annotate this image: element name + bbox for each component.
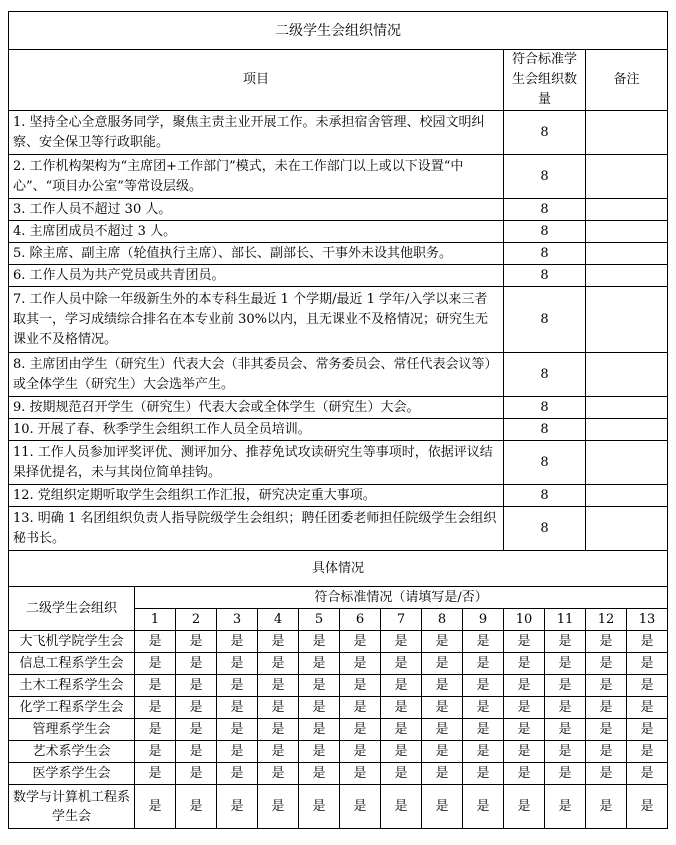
org-criteria-value: 是 bbox=[217, 653, 258, 675]
org-criteria-value: 是 bbox=[586, 763, 627, 785]
criteria-text: 4. 主席团成员不超过 3 人。 bbox=[9, 221, 504, 243]
criteria-text: 6. 工作人员为共产党员或共青团员。 bbox=[9, 265, 504, 287]
org-criteria-value: 是 bbox=[176, 631, 217, 653]
org-header: 二级学生会组织 bbox=[9, 587, 135, 631]
org-criteria-value: 是 bbox=[340, 763, 381, 785]
criteria-count: 8 bbox=[504, 485, 586, 507]
org-criteria-value: 是 bbox=[463, 741, 504, 763]
criteria-column-number: 3 bbox=[217, 609, 258, 631]
org-criteria-value: 是 bbox=[258, 719, 299, 741]
criteria-text: 7. 工作人员中除一年级新生外的本专科生最近 1 个学期/最近 1 学年/入学以来三者取其一，学习成绩综合排名在本专业前 30%以内，且无课业不及格情况；研究生无课业不及格情况。 bbox=[9, 287, 504, 353]
criteria-row bbox=[9, 243, 668, 265]
org-criteria-value: 是 bbox=[217, 719, 258, 741]
org-name: 医学系学生会 bbox=[9, 763, 135, 785]
org-criteria-value: 是 bbox=[627, 763, 668, 785]
org-criteria-value: 是 bbox=[135, 697, 176, 719]
criteria-remark bbox=[586, 397, 668, 419]
org-name: 大飞机学院学生会 bbox=[9, 631, 135, 653]
criteria-column-number: 11 bbox=[545, 609, 586, 631]
org-criteria-value: 是 bbox=[258, 653, 299, 675]
criteria-row bbox=[9, 441, 668, 485]
criteria-row bbox=[9, 507, 668, 551]
org-criteria-value: 是 bbox=[504, 763, 545, 785]
org-criteria-value: 是 bbox=[299, 763, 340, 785]
org-criteria-value: 是 bbox=[545, 763, 586, 785]
org-criteria-value: 是 bbox=[463, 697, 504, 719]
criteria-row bbox=[9, 287, 668, 353]
org-criteria-value: 是 bbox=[258, 741, 299, 763]
org-criteria-value: 是 bbox=[627, 653, 668, 675]
criteria-text: 10. 开展了春、秋季学生会组织工作人员全员培训。 bbox=[9, 419, 504, 441]
org-row bbox=[9, 785, 668, 829]
criteria-text: 11. 工作人员参加评奖评优、测评加分、推荐免试攻读研究生等事项时，依据评议结果择优提名，未与其岗位简单挂钩。 bbox=[9, 441, 504, 485]
criteria-count: 8 bbox=[504, 243, 586, 265]
org-criteria-value: 是 bbox=[340, 697, 381, 719]
org-criteria-value: 是 bbox=[586, 785, 627, 829]
criteria-column-number: 12 bbox=[586, 609, 627, 631]
criteria-count: 8 bbox=[504, 507, 586, 551]
org-criteria-value: 是 bbox=[258, 785, 299, 829]
org-criteria-value: 是 bbox=[463, 719, 504, 741]
org-criteria-value: 是 bbox=[381, 741, 422, 763]
org-criteria-value: 是 bbox=[381, 719, 422, 741]
header-item: 项目 bbox=[9, 50, 504, 111]
org-criteria-value: 是 bbox=[586, 741, 627, 763]
criteria-text: 13. 明确 1 名团组织负责人指导院级学生会组织；聘任团委老师担任院级学生会组织秘书长。 bbox=[9, 507, 504, 551]
org-criteria-value: 是 bbox=[381, 763, 422, 785]
org-criteria-value: 是 bbox=[627, 719, 668, 741]
header-remark: 备注 bbox=[586, 50, 668, 111]
criteria-count: 8 bbox=[504, 353, 586, 397]
org-criteria-value: 是 bbox=[176, 763, 217, 785]
org-criteria-value: 是 bbox=[504, 697, 545, 719]
criteria-remark bbox=[586, 507, 668, 551]
org-criteria-value: 是 bbox=[176, 719, 217, 741]
criteria-count: 8 bbox=[504, 287, 586, 353]
org-criteria-value: 是 bbox=[258, 675, 299, 697]
org-row bbox=[9, 741, 668, 763]
org-criteria-value: 是 bbox=[504, 653, 545, 675]
criteria-column-number: 2 bbox=[176, 609, 217, 631]
criteria-row bbox=[9, 155, 668, 199]
org-table bbox=[8, 11, 668, 829]
org-criteria-value: 是 bbox=[299, 631, 340, 653]
org-criteria-value: 是 bbox=[586, 697, 627, 719]
org-name: 管理系学生会 bbox=[9, 719, 135, 741]
org-row bbox=[9, 653, 668, 675]
org-criteria-value: 是 bbox=[422, 741, 463, 763]
org-criteria-value: 是 bbox=[135, 675, 176, 697]
criteria-count: 8 bbox=[504, 111, 586, 155]
org-criteria-value: 是 bbox=[381, 785, 422, 829]
org-criteria-value: 是 bbox=[545, 675, 586, 697]
criteria-text: 2. 工作机构架构为“主席团+工作部门”模式，未在工作部门以上或以下设置“中心”、“项目办公室”等常设层级。 bbox=[9, 155, 504, 199]
org-criteria-value: 是 bbox=[422, 719, 463, 741]
criteria-remark bbox=[586, 353, 668, 397]
criteria-count: 8 bbox=[504, 265, 586, 287]
org-criteria-value: 是 bbox=[299, 697, 340, 719]
org-criteria-value: 是 bbox=[422, 631, 463, 653]
org-criteria-value: 是 bbox=[586, 719, 627, 741]
org-criteria-value: 是 bbox=[545, 631, 586, 653]
criteria-remark bbox=[586, 199, 668, 221]
org-criteria-value: 是 bbox=[545, 653, 586, 675]
criteria-column-number: 4 bbox=[258, 609, 299, 631]
criteria-remark bbox=[586, 419, 668, 441]
org-criteria-value: 是 bbox=[586, 653, 627, 675]
org-name: 数学与计算机工程系学生会 bbox=[9, 785, 135, 829]
criteria-count: 8 bbox=[504, 419, 586, 441]
org-criteria-value: 是 bbox=[135, 763, 176, 785]
org-criteria-value: 是 bbox=[627, 697, 668, 719]
org-criteria-value: 是 bbox=[135, 653, 176, 675]
org-criteria-value: 是 bbox=[217, 697, 258, 719]
org-criteria-value: 是 bbox=[176, 675, 217, 697]
criteria-remark bbox=[586, 221, 668, 243]
criteria-remark bbox=[586, 265, 668, 287]
criteria-row bbox=[9, 199, 668, 221]
criteria-row bbox=[9, 221, 668, 243]
criteria-remark bbox=[586, 441, 668, 485]
criteria-row bbox=[9, 265, 668, 287]
org-criteria-value: 是 bbox=[545, 741, 586, 763]
org-criteria-value: 是 bbox=[176, 653, 217, 675]
org-row bbox=[9, 697, 668, 719]
org-criteria-value: 是 bbox=[586, 675, 627, 697]
criteria-column-number: 13 bbox=[627, 609, 668, 631]
org-criteria-value: 是 bbox=[422, 653, 463, 675]
criteria-text: 9. 按期规范召开学生（研究生）代表大会或全体学生（研究生）大会。 bbox=[9, 397, 504, 419]
org-criteria-value: 是 bbox=[504, 631, 545, 653]
org-criteria-value: 是 bbox=[504, 785, 545, 829]
org-criteria-value: 是 bbox=[135, 719, 176, 741]
org-criteria-value: 是 bbox=[340, 675, 381, 697]
org-name: 土木工程系学生会 bbox=[9, 675, 135, 697]
criteria-text: 1. 坚持全心全意服务同学，聚焦主责主业开展工作。未承担宿舍管理、校园文明纠察、安全保卫等行政职能。 bbox=[9, 111, 504, 155]
org-criteria-value: 是 bbox=[176, 697, 217, 719]
criteria-header: 符合标准情况（请填写是/否） bbox=[135, 587, 668, 609]
org-criteria-value: 是 bbox=[627, 631, 668, 653]
criteria-text: 12. 党组织定期听取学生会组织工作汇报，研究决定重大事项。 bbox=[9, 485, 504, 507]
criteria-text: 8. 主席团由学生（研究生）代表大会（非其委员会、常务委员会、常任代表会议等）或全体学生（研究生）大会选举产生。 bbox=[9, 353, 504, 397]
criteria-column-number: 5 bbox=[299, 609, 340, 631]
org-criteria-value: 是 bbox=[299, 785, 340, 829]
org-criteria-value: 是 bbox=[135, 741, 176, 763]
header-count: 符合标准学生会组织数量 bbox=[504, 50, 586, 111]
org-criteria-value: 是 bbox=[258, 763, 299, 785]
org-criteria-value: 是 bbox=[176, 785, 217, 829]
org-criteria-value: 是 bbox=[463, 653, 504, 675]
org-row bbox=[9, 631, 668, 653]
criteria-column-number: 9 bbox=[463, 609, 504, 631]
org-row bbox=[9, 675, 668, 697]
criteria-count: 8 bbox=[504, 221, 586, 243]
org-criteria-value: 是 bbox=[176, 741, 217, 763]
org-criteria-value: 是 bbox=[381, 675, 422, 697]
org-criteria-value: 是 bbox=[463, 675, 504, 697]
org-criteria-value: 是 bbox=[545, 785, 586, 829]
org-criteria-value: 是 bbox=[504, 675, 545, 697]
criteria-column-number: 8 bbox=[422, 609, 463, 631]
criteria-column-number: 1 bbox=[135, 609, 176, 631]
org-criteria-value: 是 bbox=[381, 631, 422, 653]
org-name: 化学工程系学生会 bbox=[9, 697, 135, 719]
detail-title: 具体情况 bbox=[9, 551, 668, 587]
org-criteria-value: 是 bbox=[463, 785, 504, 829]
org-criteria-value: 是 bbox=[340, 631, 381, 653]
org-name: 艺术系学生会 bbox=[9, 741, 135, 763]
org-criteria-value: 是 bbox=[422, 763, 463, 785]
org-criteria-value: 是 bbox=[299, 653, 340, 675]
org-criteria-value: 是 bbox=[340, 719, 381, 741]
org-criteria-value: 是 bbox=[135, 631, 176, 653]
org-criteria-value: 是 bbox=[586, 631, 627, 653]
org-criteria-value: 是 bbox=[258, 631, 299, 653]
org-criteria-value: 是 bbox=[545, 719, 586, 741]
org-criteria-value: 是 bbox=[217, 741, 258, 763]
org-row bbox=[9, 719, 668, 741]
document bbox=[8, 11, 666, 829]
criteria-row bbox=[9, 353, 668, 397]
org-criteria-value: 是 bbox=[299, 741, 340, 763]
org-criteria-value: 是 bbox=[627, 785, 668, 829]
criteria-row bbox=[9, 485, 668, 507]
criteria-remark bbox=[586, 243, 668, 265]
criteria-row bbox=[9, 397, 668, 419]
org-name: 信息工程系学生会 bbox=[9, 653, 135, 675]
org-criteria-value: 是 bbox=[299, 719, 340, 741]
org-criteria-value: 是 bbox=[381, 653, 422, 675]
criteria-remark bbox=[586, 287, 668, 353]
org-criteria-value: 是 bbox=[217, 763, 258, 785]
org-criteria-value: 是 bbox=[217, 631, 258, 653]
criteria-count: 8 bbox=[504, 397, 586, 419]
org-criteria-value: 是 bbox=[463, 763, 504, 785]
org-criteria-value: 是 bbox=[422, 675, 463, 697]
org-criteria-value: 是 bbox=[381, 697, 422, 719]
criteria-row bbox=[9, 111, 668, 155]
criteria-column-number: 7 bbox=[381, 609, 422, 631]
org-criteria-value: 是 bbox=[299, 675, 340, 697]
criteria-count: 8 bbox=[504, 441, 586, 485]
org-criteria-value: 是 bbox=[340, 785, 381, 829]
org-criteria-value: 是 bbox=[422, 785, 463, 829]
org-criteria-value: 是 bbox=[627, 675, 668, 697]
criteria-text: 5. 除主席、副主席（轮值执行主席）、部长、副部长、干事外未设其他职务。 bbox=[9, 243, 504, 265]
criteria-row bbox=[9, 419, 668, 441]
criteria-column-number: 6 bbox=[340, 609, 381, 631]
criteria-remark bbox=[586, 111, 668, 155]
criteria-count: 8 bbox=[504, 155, 586, 199]
criteria-count: 8 bbox=[504, 199, 586, 221]
org-criteria-value: 是 bbox=[463, 631, 504, 653]
org-criteria-value: 是 bbox=[258, 697, 299, 719]
criteria-remark bbox=[586, 485, 668, 507]
org-criteria-value: 是 bbox=[135, 785, 176, 829]
org-criteria-value: 是 bbox=[217, 785, 258, 829]
criteria-remark bbox=[586, 155, 668, 199]
org-row bbox=[9, 763, 668, 785]
org-criteria-value: 是 bbox=[217, 675, 258, 697]
org-criteria-value: 是 bbox=[340, 653, 381, 675]
org-criteria-value: 是 bbox=[422, 697, 463, 719]
org-criteria-value: 是 bbox=[504, 741, 545, 763]
criteria-text: 3. 工作人员不超过 30 人。 bbox=[9, 199, 504, 221]
criteria-column-number: 10 bbox=[504, 609, 545, 631]
table-title: 二级学生会组织情况 bbox=[9, 12, 668, 50]
org-criteria-value: 是 bbox=[340, 741, 381, 763]
org-criteria-value: 是 bbox=[627, 741, 668, 763]
org-criteria-value: 是 bbox=[545, 697, 586, 719]
org-criteria-value: 是 bbox=[504, 719, 545, 741]
